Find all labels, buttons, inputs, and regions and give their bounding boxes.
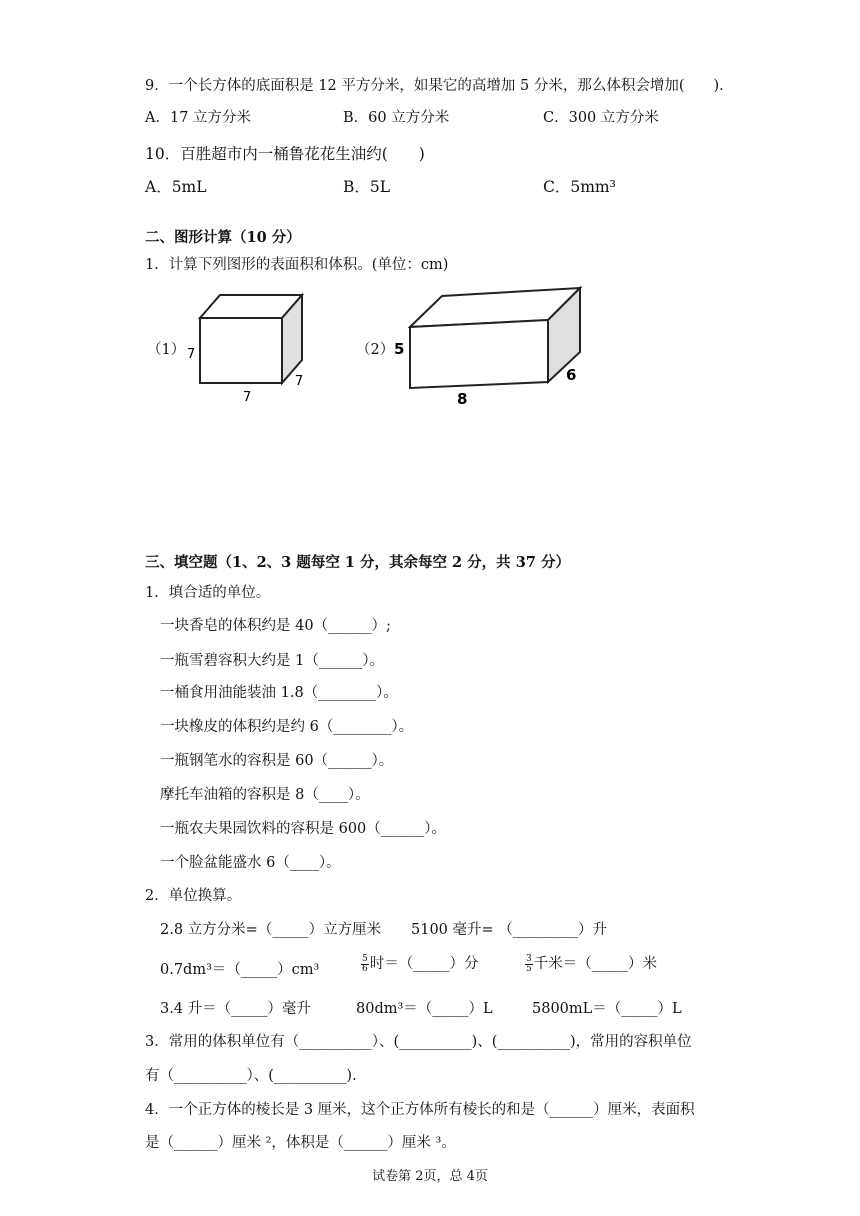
figure-1-label: （1） bbox=[147, 342, 186, 358]
conversion-2a: 0.7dm³＝（_____）cm³ bbox=[160, 962, 320, 978]
q9-option-b: B．60 立方分米 bbox=[343, 110, 450, 126]
conversion-2b bbox=[360, 952, 478, 974]
box-figure-2 bbox=[390, 282, 600, 410]
q10-option-a: A．5mL bbox=[145, 178, 207, 196]
fill-item: 一桶食用油能装油 1.8（________）。 bbox=[160, 685, 398, 701]
q10-option-c: C．5mm³ bbox=[543, 178, 616, 196]
q9-option-a: A．17 立方分米 bbox=[145, 110, 252, 126]
conversion-2b-text: 时＝（_____）分 bbox=[369, 956, 479, 972]
q9-stem: 9．一个长方体的底面积是 12 平方分米，如果它的高增加 5 分米，那么体积会增加( )． bbox=[145, 78, 734, 94]
section-2-q1: 1．计算下列图形的表面积和体积。(单位：cm) bbox=[145, 257, 449, 273]
q9-option-c: C．300 立方分米 bbox=[543, 110, 659, 126]
fig1-height-label: 7 bbox=[187, 347, 196, 362]
fill-item: 一瓶雪碧容积大约是 1（______）。 bbox=[160, 653, 385, 669]
fill-item: 一块橡皮的体积约是约 6（________）。 bbox=[160, 719, 414, 735]
section-3-q4-line2: 是（______）厘米 ²，体积是（______）厘米 ³。 bbox=[145, 1135, 456, 1151]
cube-figure-1 bbox=[180, 290, 320, 405]
fig2-length-label: 8 bbox=[457, 390, 468, 408]
fig2-height-label: 5 bbox=[394, 340, 405, 358]
fraction-5-6: $\frac{5}{6}$ bbox=[362, 953, 368, 974]
fill-item: 一瓶钢笔水的容积是 60（______）。 bbox=[160, 753, 394, 769]
conversion-3b: 80dm³＝（_____）L bbox=[356, 1001, 493, 1017]
conversion-3a: 3.4 升＝（_____）毫升 bbox=[160, 1001, 311, 1017]
fraction-3-5: $\frac{3}{5}$ bbox=[526, 953, 532, 974]
conversion-2c-text: 千米＝（_____）米 bbox=[533, 956, 657, 972]
conversion-2c bbox=[524, 952, 657, 974]
conversion-1b: 5100 毫升= （_________）升 bbox=[411, 922, 608, 938]
conversion-3c: 5800mL＝（_____）L bbox=[532, 1001, 682, 1017]
page-footer: 试卷第 2页，总 4页 bbox=[372, 1169, 488, 1184]
section-3-title: 三、填空题（1、2、3 题每空 1 分，其余每空 2 分，共 37 分） bbox=[145, 554, 570, 571]
section-2-title: 二、图形计算（10 分） bbox=[145, 229, 301, 246]
section-3-q4-line1: 4．一个正方体的棱长是 3 厘米，这个正方体所有棱长的和是（______）厘米，表面积 bbox=[145, 1102, 695, 1118]
section-3-q1-stem: 1．填合适的单位。 bbox=[145, 585, 271, 601]
fill-item: 摩托车油箱的容积是 8（____）。 bbox=[160, 787, 370, 803]
fig1-width-label: 7 bbox=[295, 374, 304, 389]
figure-2-label: （2） bbox=[356, 342, 395, 358]
fig2-width-label: 6 bbox=[566, 366, 577, 384]
section-3-q2-stem: 2．单位换算。 bbox=[145, 888, 242, 904]
fill-item: 一个脸盆能盛水 6（____）。 bbox=[160, 855, 341, 871]
q10-stem: 10．百胜超市内一桶鲁花花生油约( ) bbox=[145, 145, 425, 163]
fill-item: 一瓶农夫果园饮料的容积是 600（______）。 bbox=[160, 821, 447, 837]
fig1-length-label: 7 bbox=[243, 390, 252, 405]
section-3-q3-line2: 有（__________）、(__________). bbox=[145, 1068, 357, 1084]
q10-option-b: B．5L bbox=[343, 178, 391, 196]
fill-item: 一块香皂的体积约是 40（______）; bbox=[160, 618, 391, 634]
section-3-q3-line1: 3．常用的体积单位有（__________）、(__________)、(__________)，常用的容积单位 bbox=[145, 1034, 692, 1050]
conversion-1a: 2.8 立方分米=（_____）立方厘米 bbox=[160, 922, 382, 938]
